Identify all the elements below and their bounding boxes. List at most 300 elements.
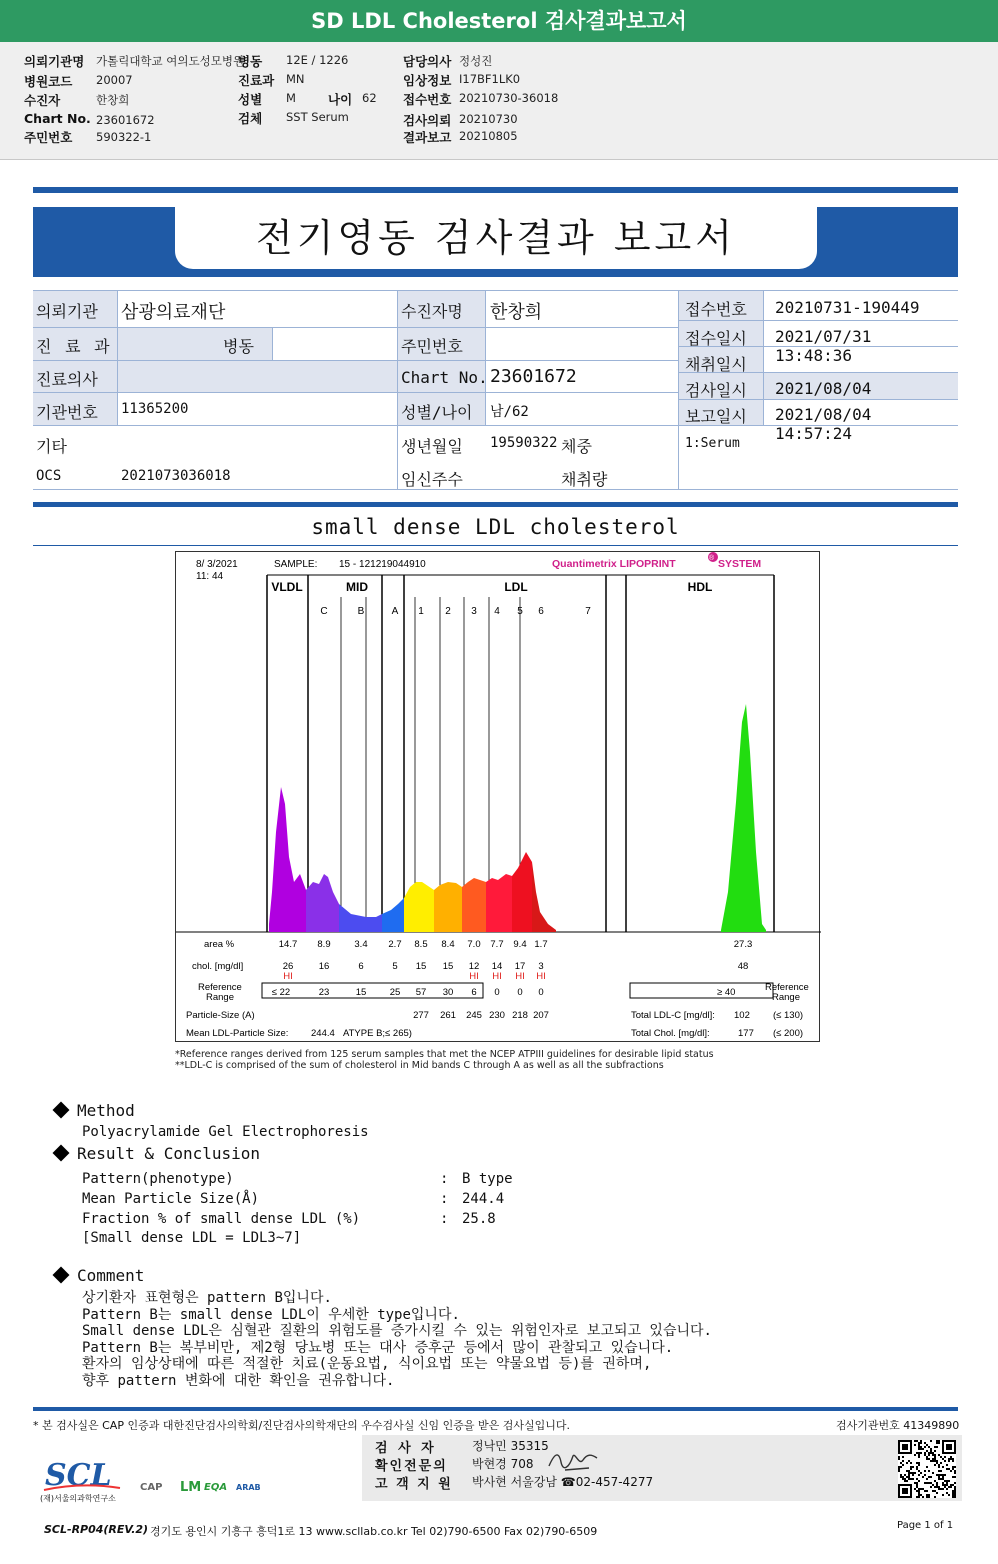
- result-value: B type: [462, 1171, 513, 1187]
- qr-module: [954, 1494, 956, 1496]
- qr-module: [950, 1486, 952, 1488]
- chart-no-label: Chart No.: [401, 368, 488, 387]
- chart-date: 8/ 3/2021: [196, 559, 238, 570]
- qr-module: [898, 1468, 900, 1470]
- qr-module: [948, 1468, 950, 1470]
- qr-module: [948, 1494, 950, 1496]
- reference-value: 0: [517, 987, 523, 998]
- ldl4-peak: [486, 874, 512, 932]
- qr-module: [918, 1470, 920, 1472]
- qr-module: [904, 1474, 906, 1476]
- qr-module: [920, 1442, 922, 1444]
- total-ldl-value: 102: [734, 1010, 750, 1021]
- qr-module: [914, 1454, 916, 1456]
- sample-id: 15 - 121219044910: [339, 559, 426, 570]
- footnote-1: *Reference ranges derived from 125 serum samples that met the NCEP ATPIII guidelines for desirable lipid status: [175, 1049, 714, 1060]
- qr-module: [948, 1480, 950, 1482]
- qr-module: [936, 1482, 938, 1484]
- field-label: 담당의사: [403, 54, 452, 69]
- qr-module: [934, 1490, 936, 1492]
- qr-module: [924, 1452, 926, 1454]
- result-heading: Result & Conclusion: [55, 1144, 260, 1163]
- field-value: MN: [286, 72, 305, 86]
- comment-line: Small dense LDL은 심혈관 질환의 위험도를 증가시킬 수 있는 위험인자로 보고되고 있습니다.: [82, 1323, 712, 1339]
- chol-value: 5: [392, 961, 398, 972]
- qr-module: [918, 1492, 920, 1494]
- qr-module: [908, 1472, 910, 1474]
- ldl3-peak: [462, 878, 486, 932]
- comment-line: Pattern B는 small dense LDL이 우세한 type입니다.: [82, 1307, 460, 1323]
- page-number: Page 1 of 1: [897, 1520, 954, 1531]
- qr-module: [934, 1458, 936, 1460]
- hi-flag: HI: [515, 971, 525, 982]
- address: 경기도 용인시 기흥구 흥덕1로 13 www.scllab.co.kr Tel 02)790-6500 Fax 02)790-6509: [150, 1525, 598, 1538]
- qr-module: [946, 1464, 948, 1466]
- qr-module: [934, 1496, 936, 1498]
- qr-module: [910, 1462, 912, 1464]
- grid-line: [272, 327, 273, 360]
- qr-module: [918, 1444, 920, 1446]
- qr-module: [930, 1476, 932, 1478]
- qr-module: [916, 1452, 918, 1454]
- signature-image: [545, 1448, 605, 1474]
- range-label-right: Range: [772, 992, 800, 1003]
- qr-module: [912, 1474, 914, 1476]
- qr-module: [952, 1490, 954, 1492]
- qr-module: [926, 1466, 928, 1468]
- qr-module: [936, 1446, 938, 1448]
- qr-module: [942, 1458, 944, 1460]
- qr-module: [906, 1480, 908, 1482]
- reference-value: 25: [389, 987, 401, 998]
- band-label: 5: [517, 606, 523, 617]
- result-colon: :: [440, 1171, 449, 1187]
- ldl6-peak: [532, 862, 556, 932]
- sex-age-label: 성별/나이: [401, 403, 473, 422]
- birth-label: 생년월일: [401, 437, 463, 456]
- footer-rule: [33, 1407, 958, 1411]
- qr-module: [934, 1486, 936, 1488]
- qr-module: [952, 1458, 954, 1460]
- patient-value: 한창희: [490, 302, 543, 323]
- qr-module: [930, 1460, 932, 1462]
- chol-value: 15: [415, 961, 427, 972]
- grid-line: [397, 290, 398, 490]
- qr-module: [900, 1476, 902, 1478]
- qr-code-icon[interactable]: [898, 1440, 956, 1498]
- field-value: 62: [362, 91, 377, 105]
- qr-module: [932, 1472, 934, 1474]
- result-colon: :: [440, 1191, 449, 1207]
- hdl-peak: [721, 704, 766, 932]
- qr-module: [928, 1458, 930, 1460]
- confirm-label: 확인전문의: [375, 1459, 448, 1474]
- reference-value: 30: [442, 987, 454, 998]
- qr-module: [944, 1474, 946, 1476]
- field-value: 가톨릭대학교 여의도성모병원: [96, 54, 245, 68]
- qr-module: [920, 1452, 922, 1454]
- sample-amount-label: 채취량: [561, 470, 608, 489]
- reference-label-right: Reference: [765, 982, 809, 993]
- qr-module: [910, 1466, 912, 1468]
- qr-module: [926, 1478, 928, 1480]
- qr-module: [898, 1458, 900, 1460]
- qr-module: [932, 1484, 934, 1486]
- range-label: Range: [206, 992, 234, 1003]
- qr-module: [928, 1482, 930, 1484]
- qr-module: [938, 1454, 940, 1456]
- qr-module: [936, 1486, 938, 1488]
- qr-module: [932, 1460, 934, 1462]
- qr-module: [900, 1466, 902, 1468]
- result-label: Fraction % of small dense LDL (%): [82, 1211, 361, 1227]
- total-chol-label: Total Chol. [mg/dl]:: [631, 1028, 710, 1039]
- grid-line: [117, 290, 118, 425]
- field-label: 병동: [238, 54, 263, 69]
- qr-module: [944, 1480, 946, 1482]
- org-no-value: 11365200: [121, 401, 189, 417]
- diamond-bullet-icon: [53, 1267, 70, 1284]
- qr-module: [952, 1496, 954, 1498]
- patient-grid: [33, 290, 958, 490]
- qr-module: [954, 1490, 956, 1492]
- total-ldl-ref: (≤ 130): [773, 1010, 804, 1021]
- reference-value: 23: [318, 987, 330, 998]
- qr-module: [914, 1440, 916, 1442]
- qr-module: [940, 1488, 942, 1490]
- qr-module: [942, 1476, 944, 1478]
- qr-module: [918, 1448, 920, 1450]
- form-code: SCL-RP04(REV.2): [44, 1523, 149, 1536]
- qr-module: [922, 1448, 924, 1450]
- qr-module: [912, 1466, 914, 1468]
- grid-line: [33, 392, 678, 393]
- qr-module: [954, 1486, 956, 1488]
- hi-flag: HI: [283, 971, 293, 982]
- qr-module: [932, 1452, 934, 1454]
- result-note: [Small dense LDL = LDL3~7]: [82, 1230, 302, 1246]
- band-label: A: [391, 606, 399, 617]
- qr-module: [920, 1446, 922, 1448]
- report-dt-value: 2021/08/04 14:57:24: [775, 405, 872, 443]
- qr-module: [954, 1470, 956, 1472]
- rrn-label: 주민번호: [401, 337, 463, 356]
- brand-suffix: SYSTEM: [718, 558, 762, 570]
- area-value: 3.4: [354, 939, 368, 950]
- qr-module: [930, 1486, 932, 1488]
- qr-module: [908, 1478, 910, 1480]
- field-label: 접수번호: [403, 92, 452, 107]
- field-label: 진료과: [238, 73, 275, 88]
- qr-module: [944, 1484, 946, 1486]
- qr-module: [898, 1466, 900, 1468]
- qr-module: [928, 1494, 930, 1496]
- total-chol-ref: (≤ 200): [773, 1028, 804, 1039]
- qr-module: [942, 1488, 944, 1490]
- field-value: M: [286, 91, 296, 105]
- qr-module: [940, 1470, 942, 1472]
- grid-line: [678, 320, 958, 321]
- field-label: 성별: [238, 92, 263, 107]
- qr-module: [948, 1486, 950, 1488]
- method-text: Polyacrylamide Gel Electrophoresis: [82, 1124, 369, 1140]
- qr-module: [922, 1488, 924, 1490]
- qr-module: [936, 1492, 938, 1494]
- mid-c-peak: [306, 874, 339, 932]
- qr-module: [918, 1442, 920, 1444]
- group-label: LDL: [504, 580, 528, 594]
- area-value: 2.7: [388, 939, 402, 950]
- field-label: 검체: [238, 111, 263, 126]
- qr-module: [912, 1478, 914, 1480]
- receipt-no-value: 20210731-190449: [775, 298, 920, 317]
- qr-module: [934, 1454, 936, 1456]
- qr-module: [908, 1460, 910, 1462]
- area-value: 9.4: [513, 939, 527, 950]
- qr-module: [940, 1478, 942, 1480]
- dept-value: 병동: [223, 337, 254, 356]
- qr-module: [948, 1458, 950, 1460]
- support-value: 박사현 서울강남 ☎02-457-4277: [472, 1475, 654, 1489]
- institution-label: 의뢰기관: [36, 302, 98, 321]
- qr-module: [926, 1444, 928, 1446]
- field-value: 20007: [96, 73, 133, 87]
- qr-module: [942, 1482, 944, 1484]
- qr-module: [918, 1462, 920, 1464]
- qr-module: [928, 1454, 930, 1456]
- qr-module: [942, 1474, 944, 1476]
- arab-logo: ARAB: [236, 1483, 261, 1492]
- qr-module: [928, 1446, 930, 1448]
- qr-module: [914, 1472, 916, 1474]
- qr-module: [950, 1484, 952, 1486]
- qr-module: [926, 1496, 928, 1498]
- band-label: 4: [494, 606, 500, 617]
- ocs-value: 2021073036018: [121, 468, 231, 484]
- collect-dt-label: 채취일시: [685, 355, 747, 374]
- qr-module: [950, 1470, 952, 1472]
- sample-label: SAMPLE:: [274, 559, 318, 570]
- qr-module: [924, 1446, 926, 1448]
- diamond-bullet-icon: [53, 1145, 70, 1162]
- mean-ldl-type: ATYPE B;≤ 265): [343, 1028, 412, 1039]
- patient-info-panel: [0, 42, 998, 160]
- hi-flag: HI: [469, 971, 479, 982]
- area-label: area %: [204, 939, 235, 950]
- qr-module: [944, 1486, 946, 1488]
- qr-module: [910, 1478, 912, 1480]
- qr-module: [934, 1450, 936, 1452]
- chol-value: 6: [358, 961, 364, 972]
- chol-value: 26: [282, 961, 294, 972]
- qr-module: [940, 1456, 942, 1458]
- comment-line: Pattern B는 복부비만, 제2형 당뇨병 또는 대사 증후군 등에서 많이 관찰되고 있습니다.: [82, 1340, 674, 1356]
- qr-module: [916, 1468, 918, 1470]
- mean-ldl-value: 244.4: [311, 1028, 335, 1039]
- qr-module: [938, 1442, 940, 1444]
- qr-module: [928, 1496, 930, 1498]
- field-value: SST Serum: [286, 110, 349, 124]
- field-label: 검사의뢰: [403, 113, 452, 128]
- chol-label: chol. [mg/dl]: [192, 961, 244, 972]
- qr-module: [954, 1476, 956, 1478]
- qr-module: [926, 1456, 928, 1458]
- qr-module: [900, 1474, 902, 1476]
- report-title: SD LDL Cholesterol 검사결과보고서: [0, 0, 998, 42]
- mean-ldl-label: Mean LDL-Particle Size:: [186, 1028, 289, 1039]
- field-value: 20210730-36018: [459, 91, 559, 105]
- cap-logo: CAP: [140, 1482, 163, 1493]
- ldl2-peak: [434, 882, 462, 932]
- test-dt-value: 2021/08/04: [775, 379, 872, 398]
- cert-note: * 본 검사실은 CAP 인증과 대한진단검사의학회/진단검사의학재단의 우수검사실 신임 인증을 받은 검사실입니다.: [33, 1419, 571, 1432]
- qr-module: [952, 1494, 954, 1496]
- result-label: Mean Particle Size(Å): [82, 1191, 260, 1207]
- group-label: HDL: [687, 580, 713, 594]
- brand-name: Quantimetrix LIPOPRINT: [552, 558, 676, 570]
- qr-module: [932, 1458, 934, 1460]
- qr-module: [914, 1488, 916, 1490]
- qr-module: [924, 1474, 926, 1476]
- qr-module: [902, 1444, 908, 1450]
- result-value: 244.4: [462, 1191, 505, 1207]
- qr-module: [918, 1480, 920, 1482]
- ldl5-peak: [512, 852, 532, 932]
- qr-module: [910, 1468, 912, 1470]
- qr-module: [924, 1454, 926, 1456]
- patient-label: 수진자명: [401, 302, 463, 321]
- qr-module: [936, 1462, 938, 1464]
- field-label: 수진자: [24, 93, 61, 108]
- chart-svg: [176, 552, 821, 1043]
- tester-value: 정낙민 35315: [472, 1439, 549, 1453]
- comment-line: 환자의 임상상태에 따른 적절한 치료(운동요법, 식이요법 또는 약물요법 등)를 권하며,: [82, 1356, 652, 1372]
- grid-line: [678, 290, 679, 490]
- qr-module: [918, 1488, 920, 1490]
- chol-value: 48: [737, 961, 749, 972]
- hi-flag: HI: [492, 971, 502, 982]
- mid-b-peak: [339, 904, 382, 932]
- area-value: 8.4: [441, 939, 455, 950]
- qr-module: [938, 1440, 940, 1442]
- qr-module: [922, 1476, 924, 1478]
- qr-module: [930, 1452, 932, 1454]
- specimen-value: 1:Serum: [685, 436, 740, 451]
- qr-module: [918, 1496, 920, 1498]
- qr-module: [918, 1474, 920, 1476]
- qr-module: [952, 1466, 954, 1468]
- section-underline: [33, 545, 958, 546]
- qr-module: [924, 1482, 926, 1484]
- field-label: 임상정보: [403, 73, 452, 88]
- footnote-2: **LDL-C is comprised of the sum of cholesterol in Mid bands C through A as well as all the subfractions: [175, 1060, 664, 1071]
- eqa-logo: EQA: [204, 1482, 228, 1493]
- qr-module: [954, 1496, 956, 1498]
- field-value: 12E / 1226: [286, 53, 349, 67]
- band-label: 3: [471, 606, 477, 617]
- particle-value: 261: [440, 1010, 456, 1021]
- qr-module: [926, 1458, 928, 1460]
- group-label: MID: [346, 580, 368, 594]
- lipoprint-chart: [175, 551, 820, 1042]
- qr-module: [938, 1478, 940, 1480]
- qr-module: [930, 1482, 932, 1484]
- receipt-no-label: 접수번호: [685, 300, 747, 319]
- qr-module: [946, 1482, 948, 1484]
- field-label: 나이: [328, 92, 353, 107]
- qr-module: [902, 1478, 904, 1480]
- comment-line: 향후 pattern 변화에 대한 확인을 권유합니다.: [82, 1373, 395, 1389]
- qr-module: [938, 1476, 940, 1478]
- org-number: 검사기관번호 41349890: [836, 1419, 960, 1432]
- diamond-bullet-icon: [53, 1102, 70, 1119]
- band-label: 6: [538, 606, 544, 617]
- grid-line: [33, 290, 958, 291]
- receipt-dt-label: 접수일시: [685, 329, 747, 348]
- qr-module: [928, 1470, 930, 1472]
- institution-value: 삼광의료재단: [121, 302, 226, 323]
- qr-module: [932, 1490, 934, 1492]
- band-label: 2: [445, 606, 451, 617]
- qr-module: [936, 1474, 938, 1476]
- qr-module: [918, 1456, 920, 1458]
- field-value: I17BF1LK0: [459, 72, 521, 86]
- qr-module: [938, 1464, 940, 1466]
- qr-module: [900, 1462, 902, 1464]
- qr-module: [934, 1456, 936, 1458]
- qr-module: [938, 1470, 940, 1472]
- qr-module: [908, 1476, 910, 1478]
- qr-module: [916, 1486, 918, 1488]
- lm-logo: LM: [180, 1480, 202, 1495]
- qr-module: [922, 1496, 924, 1498]
- qr-module: [916, 1466, 918, 1468]
- qr-module: [952, 1460, 954, 1462]
- qr-module: [944, 1456, 946, 1458]
- area-value: 27.3: [733, 939, 753, 950]
- qr-module: [942, 1466, 944, 1468]
- qr-module: [914, 1482, 916, 1484]
- comment-heading: Comment: [55, 1266, 144, 1285]
- comment-line: 상기환자 표현형은 pattern B입니다.: [82, 1290, 332, 1306]
- qr-module: [920, 1448, 922, 1450]
- grid-line: [485, 290, 486, 425]
- qr-module: [940, 1474, 942, 1476]
- qr-module: [942, 1484, 944, 1486]
- support-label: 고 객 지 원: [375, 1477, 453, 1492]
- reference-value: 0: [538, 987, 544, 998]
- qr-module: [924, 1490, 926, 1492]
- reference-value: ≤ 22: [271, 987, 291, 998]
- qr-module: [916, 1462, 918, 1464]
- qr-module: [924, 1470, 926, 1472]
- qr-module: [930, 1440, 932, 1442]
- qr-module: [906, 1470, 908, 1472]
- test-dt-label: 검사일시: [685, 381, 747, 400]
- qr-module: [904, 1480, 906, 1482]
- qr-module: [934, 1464, 936, 1466]
- scl-logo: SCL: [45, 1458, 112, 1493]
- area-value: 7.0: [467, 939, 481, 950]
- qr-module: [928, 1452, 930, 1454]
- qr-module: [954, 1472, 956, 1474]
- qr-module: [916, 1490, 918, 1492]
- field-value: 20210805: [459, 129, 518, 143]
- group-label: VLDL: [271, 580, 303, 594]
- qr-module: [904, 1478, 906, 1480]
- field-value: 정성진: [459, 54, 493, 68]
- reference-value: 57: [415, 987, 427, 998]
